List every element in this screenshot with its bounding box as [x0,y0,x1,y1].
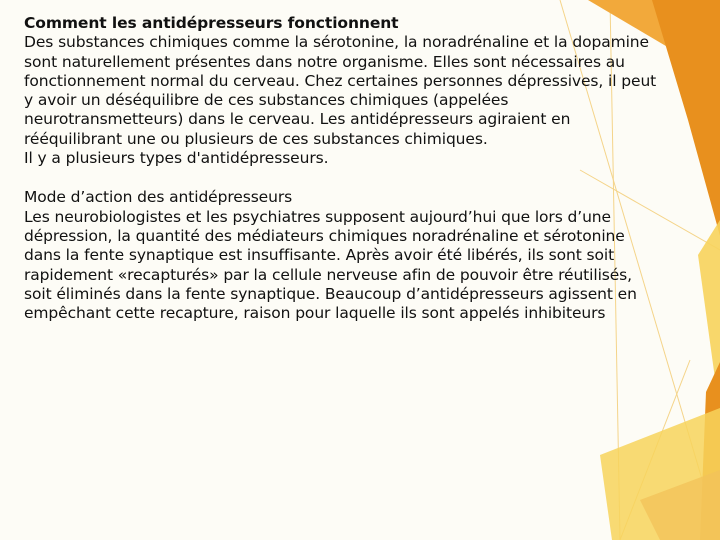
section-paragraph-fonctionnement: Des substances chimiques comme la sérotonine, la noradrénaline et la dopamine sont naturellement présentes dans notre organisme. Elles sont nécessaires au fonctionnement normal du cerveau. Chez certaines personnes dépressives, il peut y avoir un déséquilibre de ces substances chimiques (appelées neurotransmetteurs) dans le cerveau. Les antidépresseurs agiraient en rééquilibrant une ou plusieurs de ces substances chimiques. [24,33,657,148]
section-title-fonctionnement: Comment les antidépresseurs fonctionnent [24,14,399,32]
section-spacer [24,168,664,188]
section-paragraph-mode-action: Les neurobiologistes et les psychiatres supposent aujourd’hui que lors d’une dépression, la quantité des médiateurs chimiques noradrénaline et sérotonine dans la fente synaptique est insuffisante. Après avoir été libérés, ils sont soit rapidement «recapturés» par la cellule nerveuse afin de pouvoir être réutilisés, soit éliminés dans la fente synaptique. Beaucoup d’antidépresseurs agissent en empêchant cette recapture, raison pour laquelle ils sont appelés inhibiteurs [24,207,637,323]
slide-content [24,14,664,323]
section-note-types: Il y a plusieurs types d'antidépresseurs. [24,149,329,168]
section-title-mode-action: Mode d’action des antidépresseurs [24,188,293,207]
